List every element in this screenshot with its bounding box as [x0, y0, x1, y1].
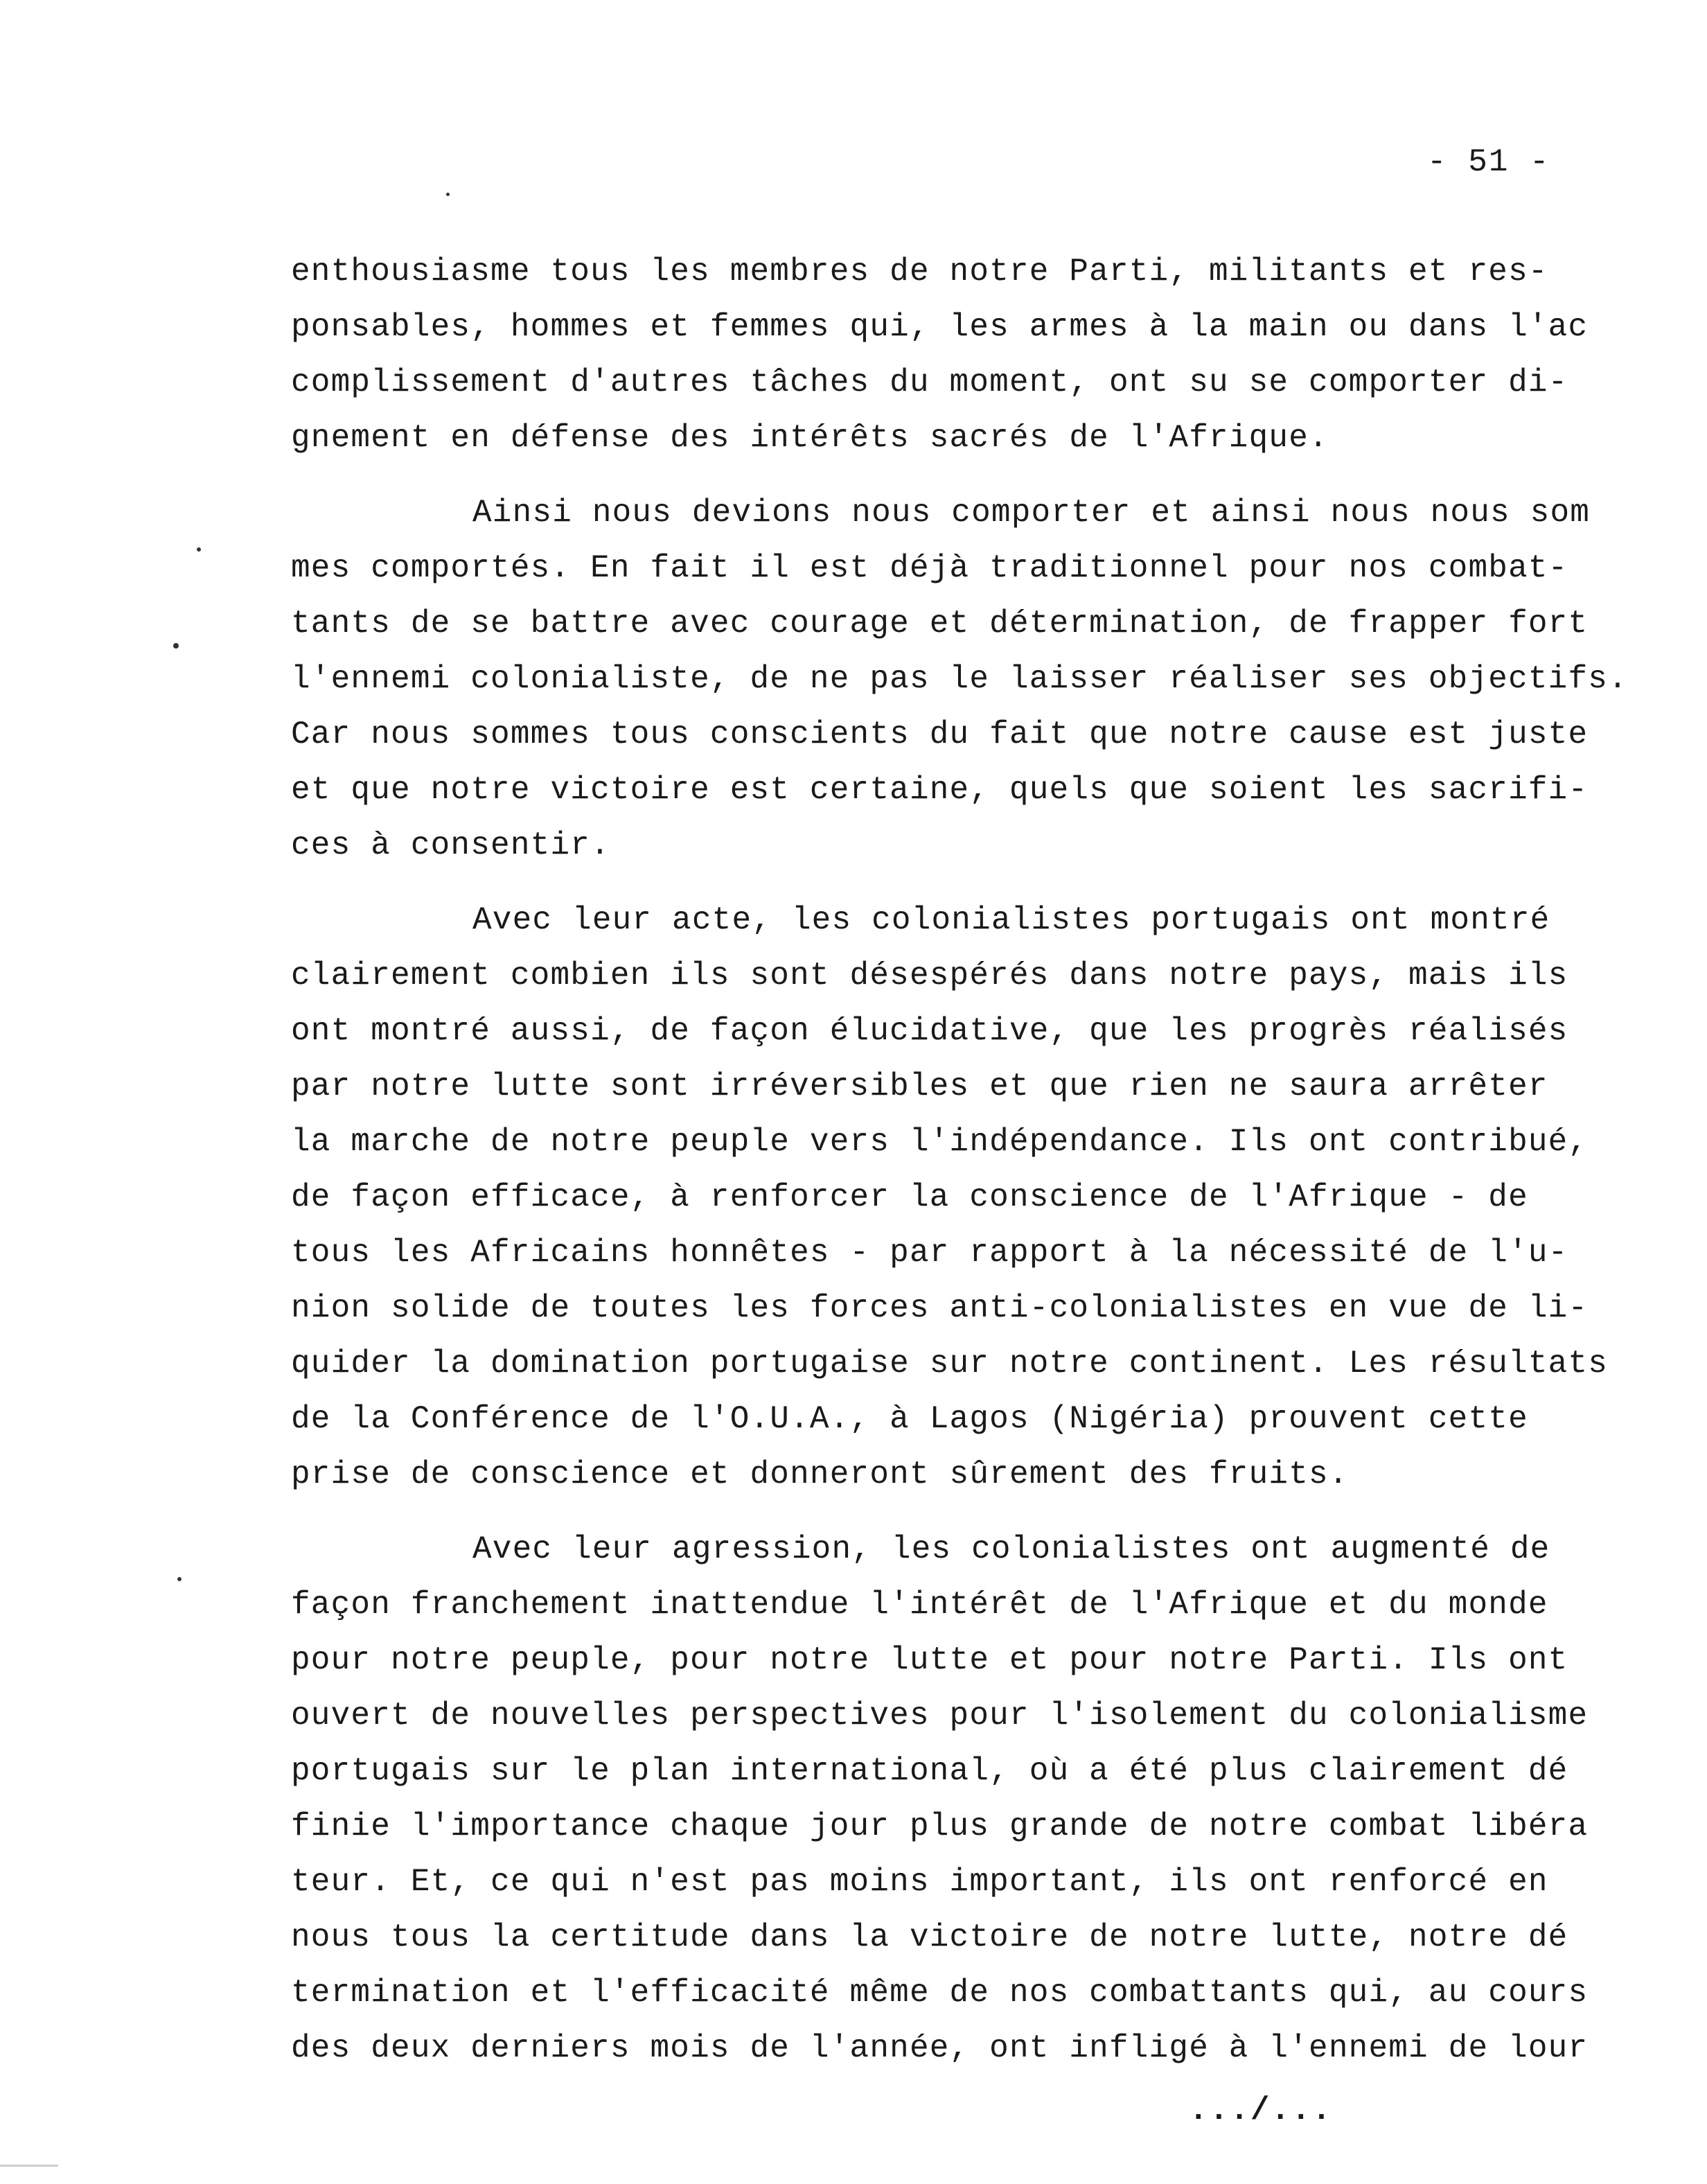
text-line: ces à consentir. — [291, 827, 610, 863]
paragraph-4 — [291, 1522, 1649, 2076]
text-line: de façon efficace, à renforcer la conscience de l'Afrique - de — [291, 1179, 1528, 1215]
text-line: de la Conférence de l'O.U.A., à Lagos (Nigéria) prouvent cette — [291, 1401, 1528, 1437]
scan-speck — [177, 1577, 182, 1581]
text-line: par notre lutte sont irréversibles et que rien ne saura arrêter — [291, 1068, 1548, 1104]
text-line: la marche de notre peuple vers l'indépendance. Ils ont contribué, — [291, 1124, 1589, 1160]
text-line: façon franchement inattendue l'intérêt de l'Afrique et du monde — [291, 1587, 1548, 1623]
text-line: portugais sur le plan international, où a été plus clairement dé — [291, 1753, 1568, 1789]
page-number: - 51 - — [1427, 144, 1550, 180]
paragraph-2 — [291, 485, 1649, 873]
paragraph-3 — [291, 892, 1649, 1502]
text-line: Ainsi nous devions nous comporter et ainsi nous nous som — [472, 495, 1591, 531]
text-line: prise de conscience et donneront sûrement des fruits. — [291, 1456, 1349, 1492]
text-line: gnement en défense des intérêts sacrés de l'Afrique. — [291, 420, 1329, 456]
text-line: des deux derniers mois de l'année, ont infligé à l'ennemi de lour — [291, 2030, 1589, 2066]
text-line: teur. Et, ce qui n'est pas moins important, ils ont renforcé en — [291, 1864, 1548, 1900]
text-line: ont montré aussi, de façon élucidative, que les progrès réalisés — [291, 1013, 1568, 1049]
text-line: tants de se battre avec courage et détermination, de frapper fort — [291, 606, 1589, 642]
text-line: enthousiasme tous les membres de notre Parti, militants et res- — [291, 254, 1548, 290]
paragraph-1 — [291, 244, 1649, 466]
text-line: complissement d'autres tâches du moment, ont su se comporter di- — [291, 364, 1568, 400]
continuation-marker: .../... — [1189, 2093, 1333, 2129]
text-line: clairement combien ils sont désespérés dans notre pays, mais ils — [291, 958, 1568, 994]
text-line: tous les Africains honnêtes - par rapport à la nécessité de l'u- — [291, 1235, 1568, 1271]
text-line: l'ennemi colonialiste, de ne pas le laisser réaliser ses objectifs. — [291, 661, 1628, 697]
text-line: ouvert de nouvelles perspectives pour l'isolement du colonialisme — [291, 1698, 1589, 1734]
text-line: termination et l'efficacité même de nos combattants qui, au cours — [291, 1975, 1589, 2011]
body-text — [291, 244, 1649, 2095]
text-line: quider la domination portugaise sur notre continent. Les résultats — [291, 1346, 1609, 1382]
text-line: nion solide de toutes les forces anti-colonialistes en vue de li- — [291, 1290, 1589, 1326]
text-line: nous tous la certitude dans la victoire de notre lutte, notre dé — [291, 1919, 1568, 1955]
text-line: Car nous sommes tous conscients du fait que notre cause est juste — [291, 716, 1589, 752]
text-line: mes comportés. En fait il est déjà traditionnel pour nos combat- — [291, 550, 1568, 586]
text-line: Avec leur acte, les colonialistes portugais ont montré — [472, 902, 1550, 938]
scan-speck — [446, 193, 450, 196]
text-line: Avec leur agression, les colonialistes ont augmenté de — [472, 1531, 1550, 1567]
text-line: finie l'importance chaque jour plus grande de notre combat libéra — [291, 1808, 1589, 1844]
text-line: et que notre victoire est certaine, quels que soient les sacrifi- — [291, 772, 1589, 808]
scan-speck — [197, 547, 201, 552]
scan-edge-line — [0, 2165, 58, 2167]
text-line: ponsables, hommes et femmes qui, les armes à la main ou dans l'ac — [291, 309, 1589, 345]
text-line: pour notre peuple, pour notre lutte et pour notre Parti. Ils ont — [291, 1642, 1568, 1678]
scan-speck — [173, 643, 179, 649]
